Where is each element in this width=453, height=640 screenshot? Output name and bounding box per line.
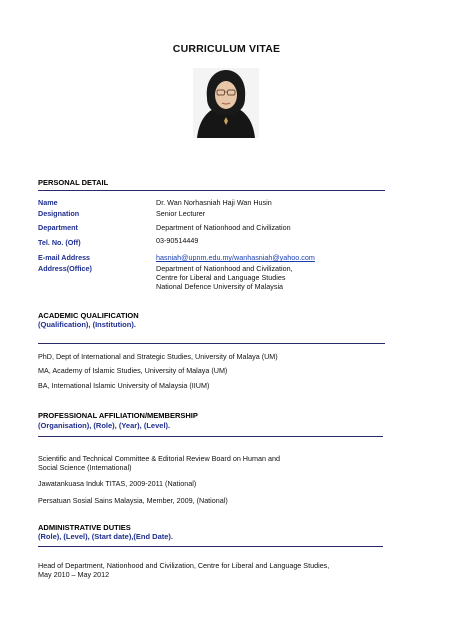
section-divider	[38, 546, 383, 547]
address-line: Centre for Liberal and Language Studies	[156, 273, 286, 282]
department-value: Department of Nationhood and Civilization	[156, 223, 291, 232]
email-link[interactable]: hasniah@upnm.edu.my/wanhasniah@yahoo.com	[156, 253, 315, 262]
admin-item-line: Head of Department, Nationhood and Civilization, Centre for Liberal and Language Studies,	[38, 561, 330, 570]
professional-item: Persatuan Sosial Sains Malaysia, Member, 2009, (National)	[38, 496, 228, 505]
academic-item: PhD, Dept of International and Strategic Studies, University of Malaya (UM)	[38, 352, 278, 361]
address-line: Department of Nationhood and Civilization,	[156, 264, 293, 273]
document-title: CURRICULUM VITAE	[172, 43, 281, 55]
professional-heading: PROFESSIONAL AFFILIATION/MEMBERSHIP	[38, 411, 198, 420]
name-label: Name	[38, 198, 58, 207]
academic-subheading: (Qualification), (Institution).	[38, 320, 136, 329]
section-divider	[38, 190, 385, 191]
academic-item: MA, Academy of Islamic Studies, University of Malaya (UM)	[38, 366, 228, 375]
tel-label: Tel. No. (Off)	[38, 238, 81, 247]
admin-item	[38, 561, 329, 579]
profile-photo	[193, 68, 259, 138]
academic-heading: ACADEMIC QUALIFICATION	[38, 311, 139, 320]
admin-subheading: (Role), (Level), (Start date),(End Date).	[38, 532, 174, 541]
address-value	[156, 264, 293, 291]
professional-item	[38, 454, 280, 472]
professional-item-line: Scientific and Technical Committee & Editorial Review Board on Human and	[38, 454, 280, 463]
personal-detail-heading: PERSONAL DETAIL	[38, 178, 109, 187]
section-divider	[38, 436, 383, 437]
academic-item: BA, International Islamic University of Malaysia (IIUM)	[38, 381, 210, 390]
tel-value: 03-90514449	[156, 236, 199, 245]
address-label: Address(Office)	[38, 264, 92, 273]
email-label: E-mail Address	[38, 253, 91, 262]
section-divider	[38, 343, 385, 344]
name-value: Dr. Wan Norhasniah Haji Wan Husin	[156, 198, 272, 207]
admin-heading: ADMINISTRATIVE DUTIES	[38, 523, 131, 532]
address-line: National Defence University of Malaysia	[156, 282, 284, 291]
professional-item: Jawatankuasa Induk TITAS, 2009-2011 (National)	[38, 479, 197, 488]
admin-item-line: May 2010 – May 2012	[38, 570, 110, 579]
department-label: Department	[38, 223, 78, 232]
designation-label: Designation	[38, 209, 80, 218]
designation-value: Senior Lecturer	[156, 209, 206, 218]
professional-item-line: Social Science (International)	[38, 463, 132, 472]
professional-subheading: (Organisation), (Role), (Year), (Level).	[38, 421, 171, 430]
